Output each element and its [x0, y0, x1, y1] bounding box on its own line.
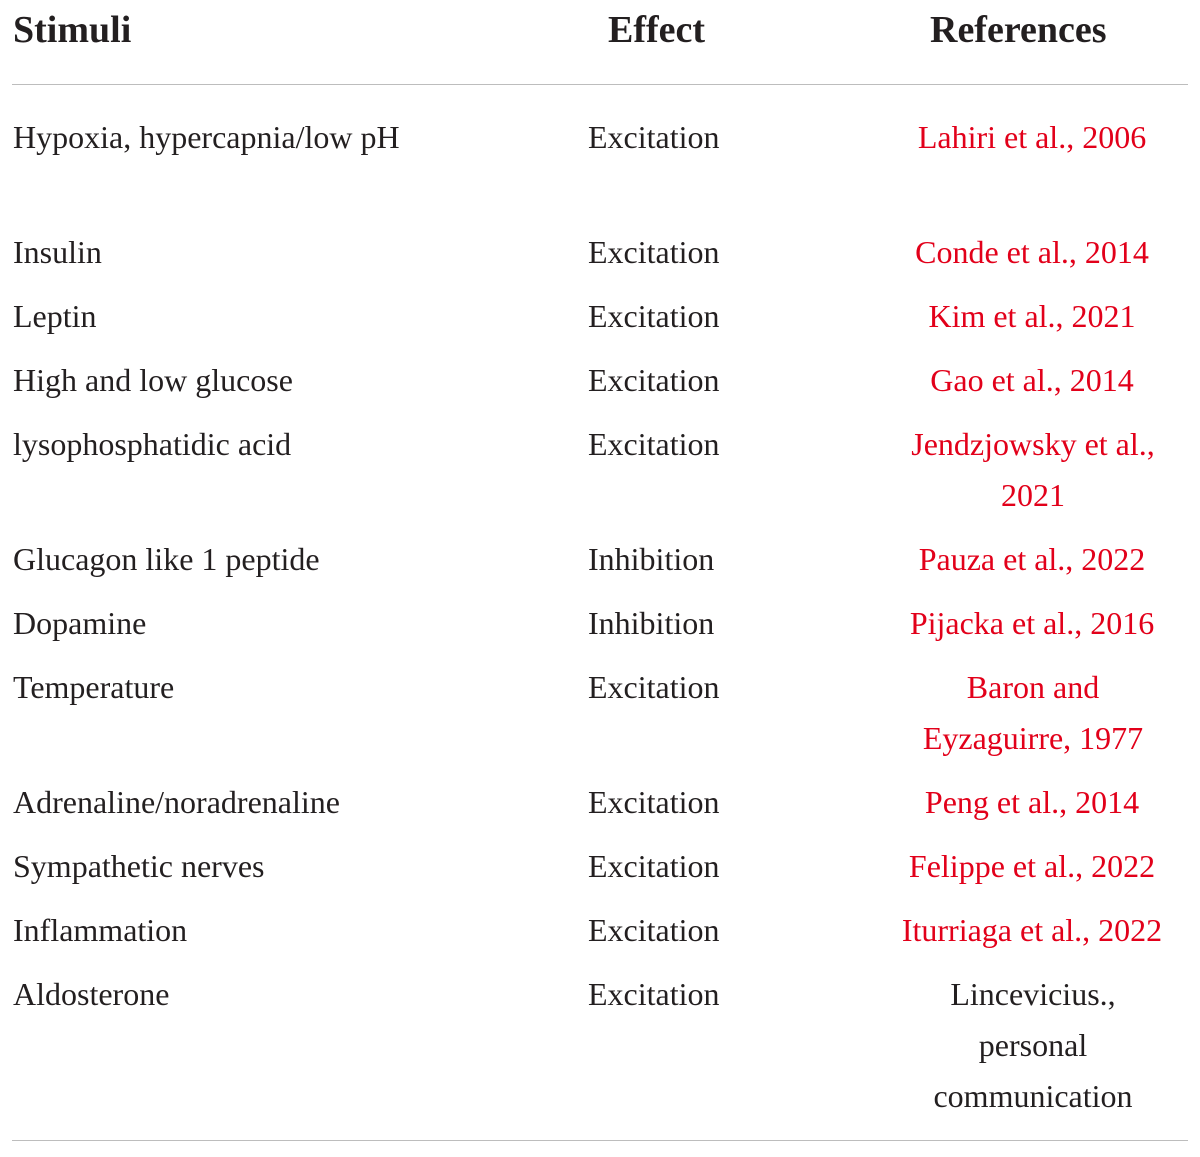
table-row	[0, 355, 1200, 406]
reference-link[interactable]: Pijacka et al., 2016	[909, 605, 1155, 641]
cell-stimuli: lysophosphatidic acid	[13, 426, 292, 462]
row-spacer	[0, 521, 1200, 534]
reference-link[interactable]: Gao et al., 2014	[930, 362, 1134, 398]
cell-effect: Excitation	[588, 362, 720, 398]
cell-effect: Excitation	[588, 784, 720, 820]
table-bottom-rule	[12, 1140, 1188, 1141]
cell-effect: Excitation	[588, 848, 720, 884]
cell-effect: Excitation	[588, 426, 720, 462]
cell-effect: Inhibition	[588, 541, 715, 577]
row-spacer	[0, 828, 1200, 841]
reference-link[interactable]: Felippe et al., 2022	[908, 848, 1156, 884]
reference-link[interactable]: Lahiri et al., 2006	[917, 119, 1147, 155]
cell-effect: Excitation	[588, 976, 720, 1012]
cell-stimuli: Insulin	[13, 234, 102, 270]
cell-stimuli: Adrenaline/noradrenaline	[13, 784, 340, 820]
cell-effect: Excitation	[588, 298, 720, 334]
table-row	[0, 905, 1200, 956]
row-spacer	[0, 406, 1200, 419]
cell-stimuli: Sympathetic nerves	[13, 848, 265, 884]
row-spacer	[0, 956, 1200, 969]
header-stimuli: Stimuli	[13, 9, 132, 51]
reference-link[interactable]: Jendzjowsky et al., 2021	[911, 426, 1155, 513]
cell-effect: Excitation	[588, 912, 720, 948]
table-row	[0, 419, 1200, 521]
cell-stimuli: Hypoxia, hypercapnia/low pH	[13, 119, 400, 155]
cell-stimuli: Glucagon like 1 peptide	[13, 541, 320, 577]
row-spacer	[0, 214, 1200, 227]
table-row	[0, 662, 1200, 764]
reference-link[interactable]: Iturriaga et al., 2022	[901, 912, 1163, 948]
header-effect: Effect	[608, 9, 706, 51]
cell-effect: Excitation	[588, 119, 720, 155]
cell-effect: Inhibition	[588, 605, 715, 641]
table-row	[0, 598, 1200, 649]
cell-stimuli: Aldosterone	[13, 976, 170, 1012]
row-spacer	[0, 1122, 1200, 1135]
cell-stimuli: Leptin	[13, 298, 97, 334]
table-row	[0, 841, 1200, 892]
row-spacer	[0, 892, 1200, 905]
cell-effect: Excitation	[588, 234, 720, 270]
table-row	[0, 777, 1200, 828]
row-spacer	[0, 278, 1200, 291]
cell-stimuli: Inflammation	[13, 912, 188, 948]
reference-link[interactable]: Peng et al., 2014	[924, 784, 1140, 820]
reference-text: Lincevicius., personal communication	[933, 976, 1133, 1114]
row-spacer	[0, 649, 1200, 662]
reference-link[interactable]: Pauza et al., 2022	[918, 541, 1146, 577]
cell-stimuli: Dopamine	[13, 605, 147, 641]
table-header	[12, 0, 1188, 85]
table-row	[0, 227, 1200, 278]
table-row	[0, 112, 1200, 214]
row-spacer	[0, 342, 1200, 355]
cell-stimuli: Temperature	[13, 669, 175, 705]
cell-stimuli: High and low glucose	[13, 362, 293, 398]
row-spacer	[0, 585, 1200, 598]
row-spacer	[0, 764, 1200, 777]
table-body	[0, 112, 1200, 1135]
cell-effect: Excitation	[588, 669, 720, 705]
reference-link[interactable]: Conde et al., 2014	[915, 234, 1149, 270]
reference-link[interactable]: Baron and Eyzaguirre, 1977	[922, 669, 1144, 756]
header-references: References	[930, 9, 1107, 51]
table-row	[0, 534, 1200, 585]
stimuli-table	[0, 0, 1200, 85]
reference-link[interactable]: Kim et al., 2021	[928, 298, 1136, 334]
table-row	[0, 291, 1200, 342]
table-row	[0, 969, 1200, 1122]
